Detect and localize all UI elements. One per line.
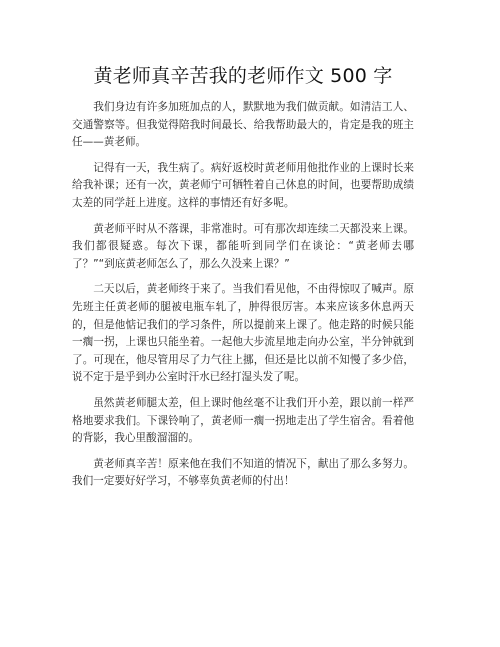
page-title: 黄老师真辛苦我的老师作文 500 字 — [93, 65, 393, 87]
paragraph-1: 我们身边有许多加班加点的人，默默地为我们做贡献。如清洁工人、交通警察等。但我觉得陪我时间最长、给我帮助最大的，肯定是我的班主任——黄老师。 — [72, 101, 414, 149]
paragraph-6: 黄老师真辛苦！原来他在我们不知道的情况下，献出了那么多努力。我们一定要好好学习，不够辜负黄老师的付出！ — [72, 457, 414, 488]
paragraph-4: 二天以后，黄老师终于来了。当我们看见他，不由得惊叹了喊声。原先班主任黄老师的腿被电瓶车轧了，肿得很厉害。本来应该多休息两天的，但是他惦记我们的学习条件，所以提前来上课了。他走路的时候只能一瘸一拐，上课也只能坐着。一起他大步流星地走向办公室，半分钟就到了。可现在，他尽管用尽了力气往上挪，但还是比以前不知慢了多少倍，说不定于是乎到办公室时汗水已经打湿头发了呢。 — [72, 283, 414, 384]
paragraph-5: 虽然黄老师腿太差，但上课时他丝毫不让我们开小差，跟以前一样严格地要求我们。下课铃响了，黄老师一瘸一拐地走出了学生宿舍。看着他的背影，我心里酸溜溜的。 — [72, 396, 414, 445]
paragraph-2: 记得有一天，我生病了。病好返校时黄老师用他批作业的上课时长来给我补课；还有一次，黄老师宁可牺牲着自己休息的时间，也要帮助成绩太差的同学赶上进度。这样的事情还有好多呢。 — [72, 161, 414, 209]
paragraph-3: 黄老师平时从不落课，非常准时。可有那次却连续二天都没来上课。我们都很疑惑。每次下课，都能听到同学们在谈论：“黄老师去哪了？”“到底黄老师怎么了，那么久没来上课？” — [72, 222, 414, 270]
